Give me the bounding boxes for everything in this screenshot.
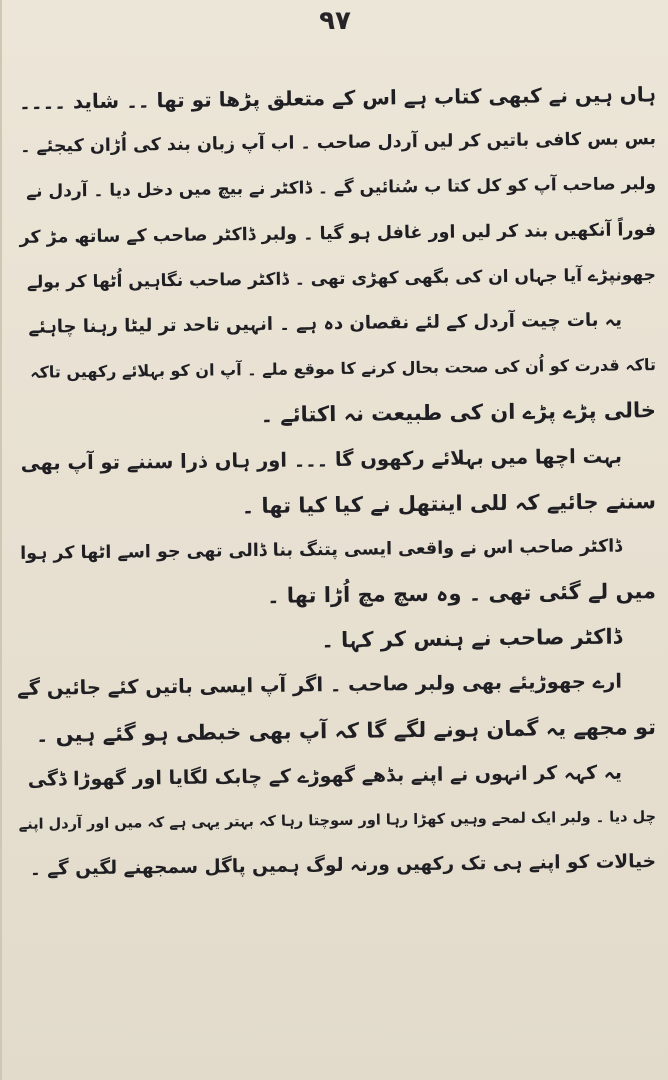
text-line: خیالات کو اپنے ہی تک رکھیں ورنہ لوگ ہمیں پاگل سمجھنے لگیں گے ۔ — [29, 851, 657, 880]
text-line: خالی پڑے پڑے ان کی طبیعت نہ اکتائے ۔ — [260, 398, 657, 428]
text-line: ارے جھوڑیئے بھی ولبر صاحب ۔ اگر آپ ایسی باتیں کئے جائیں گے — [17, 669, 623, 701]
text-line: فوراً آنکھیں بند کر لیں اور غافل ہو گیا ۔ ولبر ڈاکٹر صاحب کے ساتھ مڑ کر — [19, 219, 657, 248]
text-line: ولبر صاحب آپ کو کل کتا ب سُنائیں گے ۔ ڈاکٹر نے بیچ میں دخل دیا ۔ آردل نے — [26, 174, 657, 203]
text-line: ڈاکٹر صاحب نے ہنس کر کہا ۔ — [321, 624, 623, 653]
text-line: تو مجھے یہ گمان ہونے لگے گا کہ آپ بھی خبطی ہو گئے ہیں ۔ — [35, 714, 657, 747]
page-body-text — [16, 78, 656, 891]
text-line: سننے جائیے کہ للی اینتھل نے کیا کیا تھا ۔ — [241, 488, 657, 518]
text-line: بہت اچھا میں بہلائے رکھوں گا ۔۔۔ اور ہاں ذرا سننے تو آپ بھی — [20, 444, 623, 475]
page-number: ۹۷ — [319, 6, 351, 36]
text-line: تاکہ قدرت کو اُن کی صحت بحال کرنے کا موقع ملے ۔ آپ ان کو بہلائے رکھیں تاکہ — [30, 355, 657, 382]
text-line: بس بس کافی باتیں کر لیں آردل صاحب ۔ اب آپ زبان بند کی اُڑان کیجئے ۔ — [20, 129, 657, 158]
text-line: چل دیا ۔ ولبر ایک لمحے وہیں کھڑا رہا اور سوچتا رہا کہ بہتر یہی ہے کہ میں اور آردل اپنے — [18, 809, 657, 833]
text-line: یہ بات چیت آردل کے لئے نقصان دہ ہے ۔ انہیں تاحد تر لیٹا رہنا چاہئے — [28, 309, 623, 338]
text-line: ہاں ہیں نے کبھی کتاب ہے اس کے متعلق پڑھا تو تھا ۔۔ شاید ۔۔۔۔ — [18, 82, 657, 114]
text-line: جھونپڑے آیا جہاں ان کی بگھی کھڑی تھی ۔ ڈاکٹر صاحب نگاہیں اُٹھا کر بولے — [26, 264, 657, 293]
text-line: ڈاکٹر صاحب اس نے واقعی ایسی پتنگ بنا ڈالی تھی جو اسے اٹھا کر ہوا — [20, 536, 623, 564]
text-line: میں لے گئی تھی ۔ وہ سچ مچ اُڑا تھا ۔ — [267, 579, 657, 608]
text-line: یہ کہہ کر انہوں نے اپنے بڈھے گھوڑے کے چابک لگایا اور گھوڑا ڈگی — [27, 761, 623, 791]
